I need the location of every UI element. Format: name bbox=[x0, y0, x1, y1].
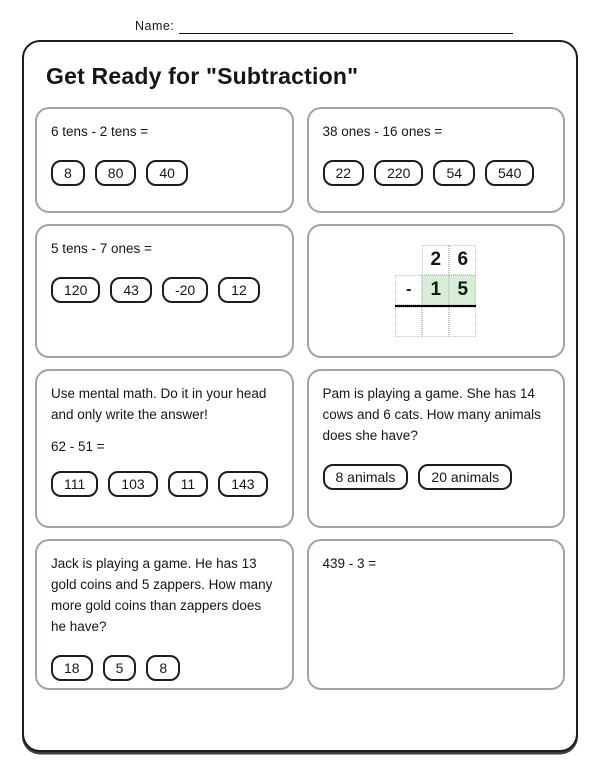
answer-cell[interactable] bbox=[449, 307, 476, 337]
name-header bbox=[135, 0, 600, 34]
page-title: Get Ready for "Subtraction" bbox=[46, 63, 359, 89]
answer-option[interactable]: 5 bbox=[103, 655, 137, 681]
answer-row bbox=[395, 307, 476, 337]
answer-options bbox=[323, 464, 550, 490]
problem-box-6 bbox=[307, 369, 566, 528]
answer-options bbox=[51, 471, 278, 497]
answer-option[interactable]: 220 bbox=[374, 160, 423, 186]
question-text: 6 tens - 2 tens = bbox=[51, 124, 149, 139]
subtraction-grid bbox=[395, 245, 476, 337]
name-label: Name: bbox=[135, 19, 175, 33]
answer-option[interactable]: 111 bbox=[51, 471, 98, 497]
subtrahend-ones-digit: 5 bbox=[449, 275, 476, 305]
answer-option[interactable]: 80 bbox=[95, 160, 137, 186]
name-input-line[interactable] bbox=[179, 21, 513, 34]
answer-option[interactable]: 40 bbox=[146, 160, 188, 186]
subtrahend-tens-digit: 1 bbox=[422, 275, 449, 305]
answer-option[interactable]: 22 bbox=[323, 160, 365, 186]
answer-cell[interactable] bbox=[422, 307, 449, 337]
answer-option[interactable]: 103 bbox=[108, 471, 157, 497]
answer-option[interactable]: -20 bbox=[162, 277, 208, 303]
problem-box-1 bbox=[35, 107, 294, 213]
answer-cell[interactable] bbox=[395, 307, 422, 337]
answer-option[interactable]: 54 bbox=[433, 160, 475, 186]
answer-option[interactable]: 143 bbox=[218, 471, 267, 497]
answer-option[interactable]: 11 bbox=[168, 471, 209, 497]
question-text: 62 - 51 = bbox=[51, 438, 105, 454]
minuend-tens-digit: 2 bbox=[422, 245, 449, 275]
question-text: 38 ones - 16 ones = bbox=[322, 124, 443, 139]
problem-box-5 bbox=[35, 369, 294, 528]
answer-option[interactable]: 18 bbox=[51, 655, 93, 681]
subtrahend-row bbox=[395, 275, 476, 305]
question-text: Jack is playing a game. He has 13 gold coins and 5 zappers. How many more gold coins than zappers does he have? bbox=[51, 556, 273, 634]
answer-option[interactable]: 540 bbox=[485, 160, 534, 186]
answer-option[interactable]: 120 bbox=[51, 277, 100, 303]
empty-cell bbox=[395, 245, 422, 275]
answer-options bbox=[51, 160, 278, 186]
problem-box-8 bbox=[307, 539, 566, 690]
answer-option[interactable]: 43 bbox=[110, 277, 152, 303]
answer-options bbox=[323, 160, 550, 186]
problem-box-4 bbox=[307, 224, 566, 358]
minus-operator: - bbox=[395, 275, 422, 305]
answer-options bbox=[51, 277, 278, 303]
problem-box-2 bbox=[307, 107, 566, 213]
answer-option[interactable]: 8 bbox=[51, 160, 85, 186]
minuend-ones-digit: 6 bbox=[449, 245, 476, 275]
question-text: Pam is playing a game. She has 14 cows and 6 cats. How many animals does she have? bbox=[322, 386, 541, 443]
question-text: 5 tens - 7 ones = bbox=[51, 241, 152, 256]
answer-option[interactable]: 8 animals bbox=[323, 464, 409, 490]
worksheet-container bbox=[22, 40, 578, 752]
instruction-text: Use mental math. Do it in your head and only write the answer! bbox=[51, 386, 267, 422]
question-text: 439 - 3 = bbox=[322, 556, 377, 571]
vertical-subtraction bbox=[323, 239, 550, 343]
problem-box-7 bbox=[35, 539, 294, 690]
answer-option[interactable]: 12 bbox=[218, 277, 260, 303]
minuend-row bbox=[395, 245, 476, 275]
answer-option[interactable]: 20 animals bbox=[418, 464, 512, 490]
problems-grid bbox=[35, 107, 565, 690]
answer-option[interactable]: 8 bbox=[146, 655, 180, 681]
answer-options bbox=[51, 655, 278, 681]
problem-box-3 bbox=[35, 224, 294, 358]
